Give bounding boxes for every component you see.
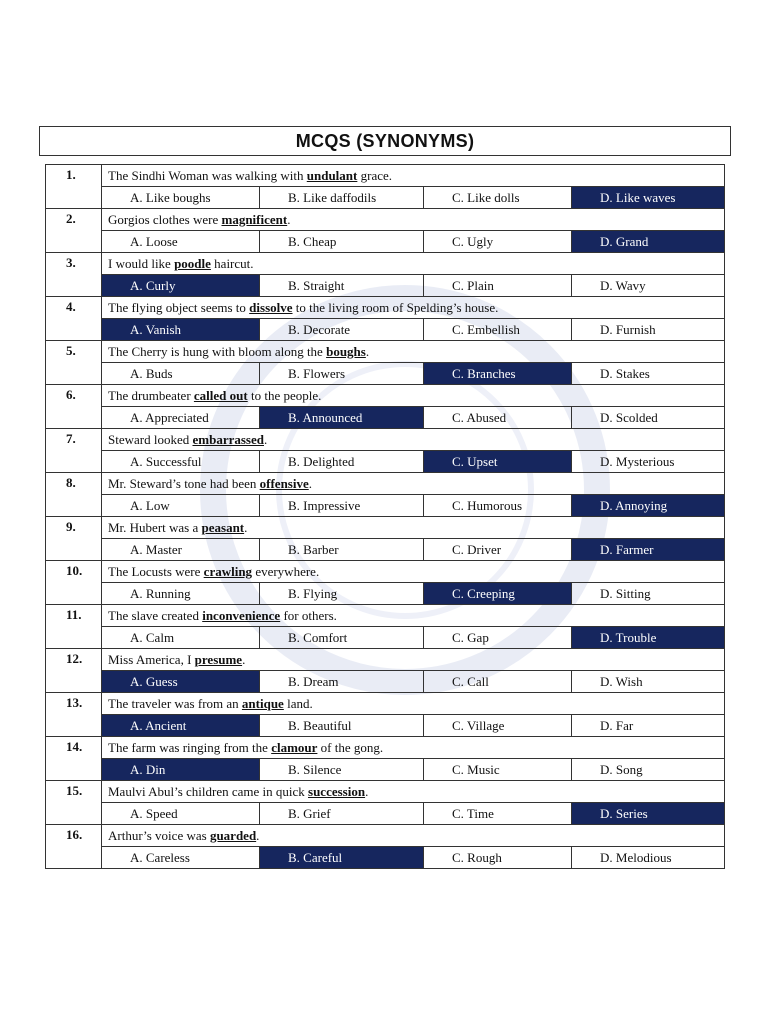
keyword: magnificent <box>221 211 288 227</box>
question-number: 7. <box>46 429 102 473</box>
question-text <box>102 165 725 187</box>
answer-option: B. Dream <box>260 671 424 693</box>
correct-answer-option: D. Series <box>572 803 725 825</box>
question-text <box>102 649 725 671</box>
answer-option: A. Loose <box>102 231 260 253</box>
question-row <box>46 781 725 803</box>
options-row <box>46 187 725 209</box>
question-text-after: to the living room of Spelding’s house. <box>292 299 499 315</box>
answer-option: D. Song <box>572 759 725 781</box>
keyword: undulant <box>306 167 358 183</box>
correct-answer-option: A. Curly <box>102 275 260 297</box>
page-title: MCQS (SYNONYMS) <box>39 126 731 156</box>
question-text-after: to the people. <box>247 387 322 403</box>
question-text-after: . <box>365 783 369 799</box>
question-text-after: haircut. <box>210 255 254 271</box>
answer-option: D. Far <box>572 715 725 737</box>
question-number: 3. <box>46 253 102 297</box>
answer-option: B. Delighted <box>260 451 424 473</box>
question-number: 12. <box>46 649 102 693</box>
question-text <box>102 605 725 627</box>
answer-option: B. Silence <box>260 759 424 781</box>
answer-option: C. Call <box>424 671 572 693</box>
question-text <box>102 517 725 539</box>
answer-option: C. Time <box>424 803 572 825</box>
keyword: embarrassed <box>192 431 264 447</box>
answer-option: C. Music <box>424 759 572 781</box>
question-text-after: land. <box>283 695 313 711</box>
options-row <box>46 847 725 869</box>
answer-option: C. Rough <box>424 847 572 869</box>
answer-option: B. Cheap <box>260 231 424 253</box>
question-row <box>46 605 725 627</box>
keyword: presume <box>194 651 243 667</box>
question-text <box>102 693 725 715</box>
answer-option: C. Village <box>424 715 572 737</box>
answer-option: B. Impressive <box>260 495 424 517</box>
answer-option: D. Scolded <box>572 407 725 429</box>
options-row <box>46 407 725 429</box>
answer-option: B. Flowers <box>260 363 424 385</box>
correct-answer-option: B. Careful <box>260 847 424 869</box>
question-text-before: The slave created <box>108 607 203 623</box>
answer-option: D. Melodious <box>572 847 725 869</box>
answer-option: C. Driver <box>424 539 572 561</box>
question-text-before: Mr. Hubert was a <box>108 519 202 535</box>
keyword: boughs <box>326 343 366 359</box>
answer-option: B. Barber <box>260 539 424 561</box>
answer-option: B. Beautiful <box>260 715 424 737</box>
question-text <box>102 253 725 275</box>
question-text-after: . <box>256 827 260 843</box>
question-text-after: of the gong. <box>317 739 384 755</box>
keyword: called out <box>193 387 248 403</box>
question-text <box>102 781 725 803</box>
question-number: 14. <box>46 737 102 781</box>
options-row <box>46 363 725 385</box>
correct-answer-option: C. Branches <box>424 363 572 385</box>
answer-option: A. Running <box>102 583 260 605</box>
answer-option: D. Mysterious <box>572 451 725 473</box>
question-number: 10. <box>46 561 102 605</box>
answer-option: C. Gap <box>424 627 572 649</box>
question-text-after: . <box>308 475 312 491</box>
question-text <box>102 429 725 451</box>
question-text <box>102 473 725 495</box>
question-text-before: Steward looked <box>108 431 193 447</box>
keyword: guarded <box>209 827 257 843</box>
options-row <box>46 319 725 341</box>
answer-option: B. Flying <box>260 583 424 605</box>
question-text <box>102 385 725 407</box>
question-text <box>102 297 725 319</box>
options-row <box>46 627 725 649</box>
answer-option: A. Appreciated <box>102 407 260 429</box>
question-text-after: . <box>242 651 246 667</box>
answer-option: B. Straight <box>260 275 424 297</box>
keyword: dissolve <box>249 299 293 315</box>
answer-option: A. Successful <box>102 451 260 473</box>
answer-option: C. Like dolls <box>424 187 572 209</box>
question-text-after: . <box>244 519 248 535</box>
correct-answer-option: D. Trouble <box>572 627 725 649</box>
answer-option: A. Speed <box>102 803 260 825</box>
question-row <box>46 297 725 319</box>
question-number: 11. <box>46 605 102 649</box>
options-row <box>46 451 725 473</box>
answer-option: C. Abused <box>424 407 572 429</box>
correct-answer-option: D. Farmer <box>572 539 725 561</box>
options-row <box>46 583 725 605</box>
correct-answer-option: A. Vanish <box>102 319 260 341</box>
correct-answer-option: C. Upset <box>424 451 572 473</box>
question-number: 5. <box>46 341 102 385</box>
question-text-before: The Sindhi Woman was walking with <box>108 167 307 183</box>
keyword: peasant <box>201 519 245 535</box>
question-text-before: Mr. Steward’s tone had been <box>108 475 260 491</box>
question-text-before: Miss America, I <box>108 651 195 667</box>
question-text <box>102 561 725 583</box>
options-row <box>46 539 725 561</box>
question-row <box>46 341 725 363</box>
question-text-before: The Cherry is hung with bloom along the <box>108 343 327 359</box>
question-number: 9. <box>46 517 102 561</box>
answer-option: A. Like boughs <box>102 187 260 209</box>
question-text-before: The drumbeater <box>108 387 194 403</box>
answer-option: C. Ugly <box>424 231 572 253</box>
question-number: 4. <box>46 297 102 341</box>
answer-option: B. Decorate <box>260 319 424 341</box>
answer-option: C. Humorous <box>424 495 572 517</box>
question-row <box>46 209 725 231</box>
question-text <box>102 341 725 363</box>
options-row <box>46 671 725 693</box>
question-number: 6. <box>46 385 102 429</box>
correct-answer-option: C. Creeping <box>424 583 572 605</box>
question-number: 15. <box>46 781 102 825</box>
question-number: 2. <box>46 209 102 253</box>
options-row <box>46 759 725 781</box>
keyword: clamour <box>271 739 318 755</box>
answer-option: D. Stakes <box>572 363 725 385</box>
question-row <box>46 737 725 759</box>
correct-answer-option: A. Guess <box>102 671 260 693</box>
answer-option: B. Like daffodils <box>260 187 424 209</box>
question-text-after: . <box>365 343 370 359</box>
question-text-before: Maulvi Abul’s children came in quick <box>108 783 309 799</box>
question-text <box>102 825 725 847</box>
question-number: 16. <box>46 825 102 869</box>
options-row <box>46 275 725 297</box>
correct-answer-option: A. Din <box>102 759 260 781</box>
answer-option: B. Grief <box>260 803 424 825</box>
correct-answer-option: D. Annoying <box>572 495 725 517</box>
question-row <box>46 473 725 495</box>
correct-answer-option: D. Grand <box>572 231 725 253</box>
answer-option: A. Master <box>102 539 260 561</box>
keyword: poodle <box>174 255 211 271</box>
question-row <box>46 385 725 407</box>
question-number: 13. <box>46 693 102 737</box>
question-text-before: The flying object seems to <box>108 299 250 315</box>
keyword: antique <box>241 695 284 711</box>
mcq-table <box>45 164 725 869</box>
answer-option: C. Plain <box>424 275 572 297</box>
answer-option: D. Furnish <box>572 319 725 341</box>
question-row <box>46 517 725 539</box>
question-row <box>46 649 725 671</box>
question-row <box>46 561 725 583</box>
question-text-before: The traveler was from an <box>108 695 242 711</box>
options-row <box>46 495 725 517</box>
keyword: offensive <box>259 475 309 491</box>
correct-answer-option: D. Like waves <box>572 187 725 209</box>
question-text <box>102 737 725 759</box>
question-row <box>46 165 725 187</box>
answer-option: A. Low <box>102 495 260 517</box>
correct-answer-option: B. Announced <box>260 407 424 429</box>
answer-option: D. Sitting <box>572 583 725 605</box>
question-row <box>46 693 725 715</box>
question-text-after: for others. <box>280 607 337 623</box>
question-text-after: everywhere. <box>252 563 320 579</box>
options-row <box>46 231 725 253</box>
question-text-before: Gorgios clothes were <box>108 211 222 227</box>
answer-option: D. Wavy <box>572 275 725 297</box>
question-row <box>46 429 725 451</box>
question-number: 8. <box>46 473 102 517</box>
question-text <box>102 209 725 231</box>
options-row <box>46 715 725 737</box>
answer-option: B. Comfort <box>260 627 424 649</box>
options-row <box>46 803 725 825</box>
question-row <box>46 253 725 275</box>
question-text-before: The Locusts were <box>108 563 204 579</box>
question-text-before: The farm was ringing from the <box>108 739 272 755</box>
answer-option: A. Buds <box>102 363 260 385</box>
question-text-before: Arthur’s voice was <box>108 827 210 843</box>
keyword: crawling <box>203 563 253 579</box>
question-text-before: I would like <box>108 255 175 271</box>
question-text-after: . <box>263 431 268 447</box>
answer-option: C. Embellish <box>424 319 572 341</box>
answer-option: A. Calm <box>102 627 260 649</box>
keyword: inconvenience <box>202 607 281 623</box>
question-row <box>46 825 725 847</box>
answer-option: D. Wish <box>572 671 725 693</box>
question-text-after: . <box>287 211 291 227</box>
correct-answer-option: A. Ancient <box>102 715 260 737</box>
keyword: succession <box>308 783 366 799</box>
answer-option: A. Careless <box>102 847 260 869</box>
question-number: 1. <box>46 165 102 209</box>
question-text-after: grace. <box>357 167 392 183</box>
